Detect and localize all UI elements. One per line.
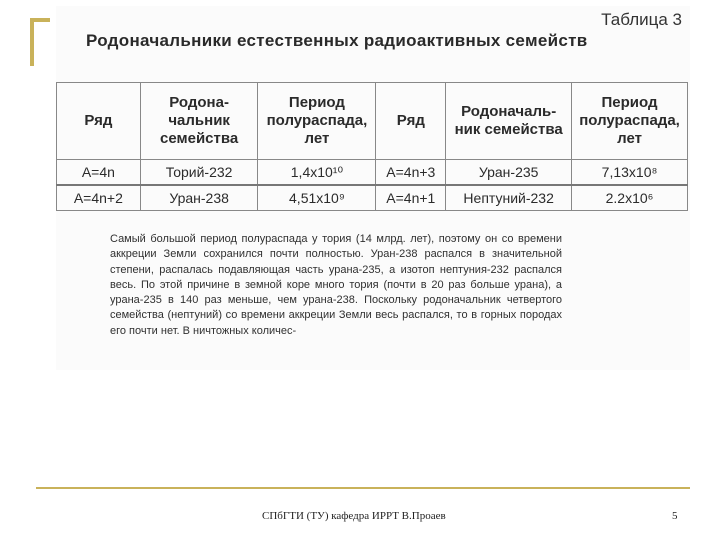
body-paragraph	[110, 232, 562, 339]
table-cell: 2.2x10⁶	[572, 185, 688, 211]
table-header-cell: Ряд	[376, 83, 446, 160]
radioactive-families-table	[56, 82, 688, 211]
title-bracket-horizontal	[30, 18, 50, 22]
table-cell: 4,51x10⁹	[258, 185, 376, 211]
table-row	[57, 160, 688, 186]
footer-text: СПбГТИ (ТУ) кафедра ИРРТ В.Проаев	[262, 510, 446, 522]
table-cell: A=4n	[57, 160, 141, 186]
table-header-cell: Период полураспада, лет	[258, 83, 376, 160]
table-header-cell: Родоначаль-ник семейства	[446, 83, 572, 160]
page-number: 5	[672, 510, 678, 522]
table-cell: Нептуний-232	[446, 185, 572, 211]
body-paragraph-text: Самый большой период полураспада у тория (14 млрд. лет), поэтому он со времени аккреции Земли сохранился почти полностью. Уран-238 распался в значительной степени, распалась подавляющая часть урана-235, а изотоп нептуния-232 распался весь. По этой причине в земной коре много тория (почти в 20 раз больше урана), а урана-235 в 140 раз меньше, чем урана-238. Поскольку родоначальник четвертого семейства (нептуний) со времени аккреции Земли весь распался, то в горных породах его почти нет. В ничтожных количес-	[110, 233, 562, 337]
table-row	[57, 185, 688, 211]
table-cell: Уран-235	[446, 160, 572, 186]
table-header-cell: Родона-чальник семейства	[140, 83, 258, 160]
table-cell: Уран-238	[140, 185, 258, 211]
table-title: Родоначальники естественных радиоактивных семейств	[86, 31, 588, 50]
table-cell: Торий-232	[140, 160, 258, 186]
footer-divider	[36, 487, 690, 489]
table-cell: A=4n+1	[376, 185, 446, 211]
table-header-row	[57, 83, 688, 160]
table-label: Таблица 3	[601, 10, 682, 29]
table-cell: 1,4x10¹⁰	[258, 160, 376, 186]
table-header-cell: Период полураспада, лет	[572, 83, 688, 160]
table-header-cell: Ряд	[57, 83, 141, 160]
table-cell: 7,13x10⁸	[572, 160, 688, 186]
table-cell: A=4n+3	[376, 160, 446, 186]
title-bracket-vertical	[30, 18, 34, 66]
table-cell: A=4n+2	[57, 185, 141, 211]
